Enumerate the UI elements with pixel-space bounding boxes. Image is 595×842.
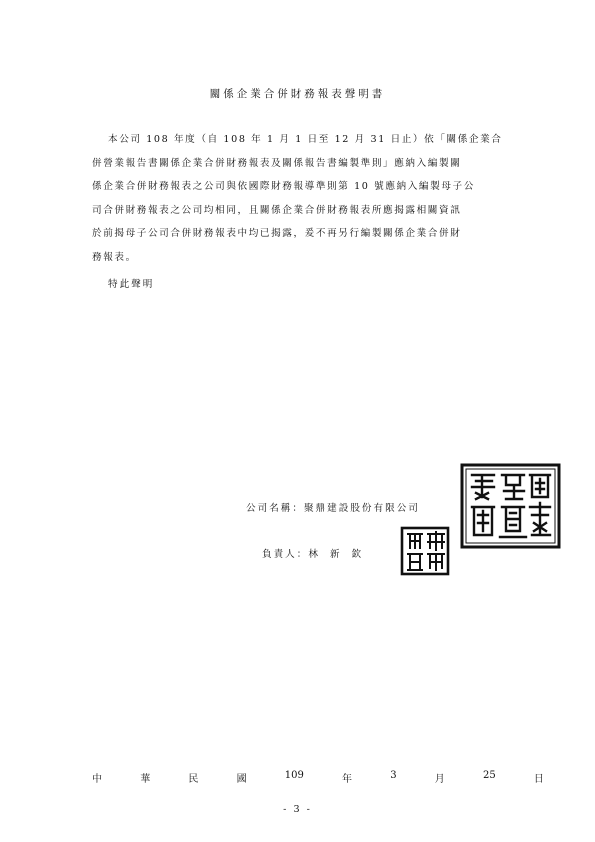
date-part: 日 — [533, 774, 544, 785]
date-part: 中 — [92, 774, 102, 785]
representative-label: 負責人： — [262, 549, 309, 560]
statement-line: 係企業合併財務報表之公司與依國際財務報導準則第 10 號應納入編製母子公 — [92, 181, 475, 192]
statement-line: 於前揭母子公司合併財務報表中均已揭露，爰不再另行編製關係企業合併財 — [92, 228, 462, 239]
statement-line: 併營業報告書關係企業合併財務報表及關係報告書編製準則」應納入編製關 — [92, 157, 462, 169]
representative-row — [262, 546, 373, 560]
date-year: 109 — [284, 770, 304, 781]
date-day: 25 — [482, 770, 496, 781]
company-seal-stamp — [460, 463, 561, 549]
closing-statement: 特此聲明 — [108, 279, 155, 290]
company-name: 聚鼎建設股份有限公司 — [303, 503, 420, 514]
statement-body — [92, 128, 552, 269]
company-name-row — [246, 500, 420, 514]
statement-line: 司合併財務報表之公司均相同，且關係企業合併財務報表所應揭露相關資訊 — [92, 204, 462, 216]
date-month: 3 — [390, 770, 397, 781]
date-part: 年 — [342, 774, 353, 785]
date-part: 民 — [188, 774, 199, 785]
representative-name: 林新欽 — [308, 549, 374, 560]
page-number: - 3 - — [283, 804, 312, 815]
statement-line: 務報表。 — [92, 251, 137, 263]
company-label: 公司名稱： — [246, 503, 304, 514]
date-part: 月 — [434, 774, 445, 785]
date-part: 國 — [236, 774, 247, 785]
date-part: 華 — [140, 774, 151, 785]
document-title: 關係企業合併財務報表聲明書 — [209, 88, 386, 100]
date-row — [92, 770, 544, 785]
representative-seal-stamp — [400, 526, 450, 576]
statement-line: 本公司 108 年度（自 108 年 1 月 1 日至 12 月 31 日止）依「關係企業合 — [108, 134, 503, 145]
